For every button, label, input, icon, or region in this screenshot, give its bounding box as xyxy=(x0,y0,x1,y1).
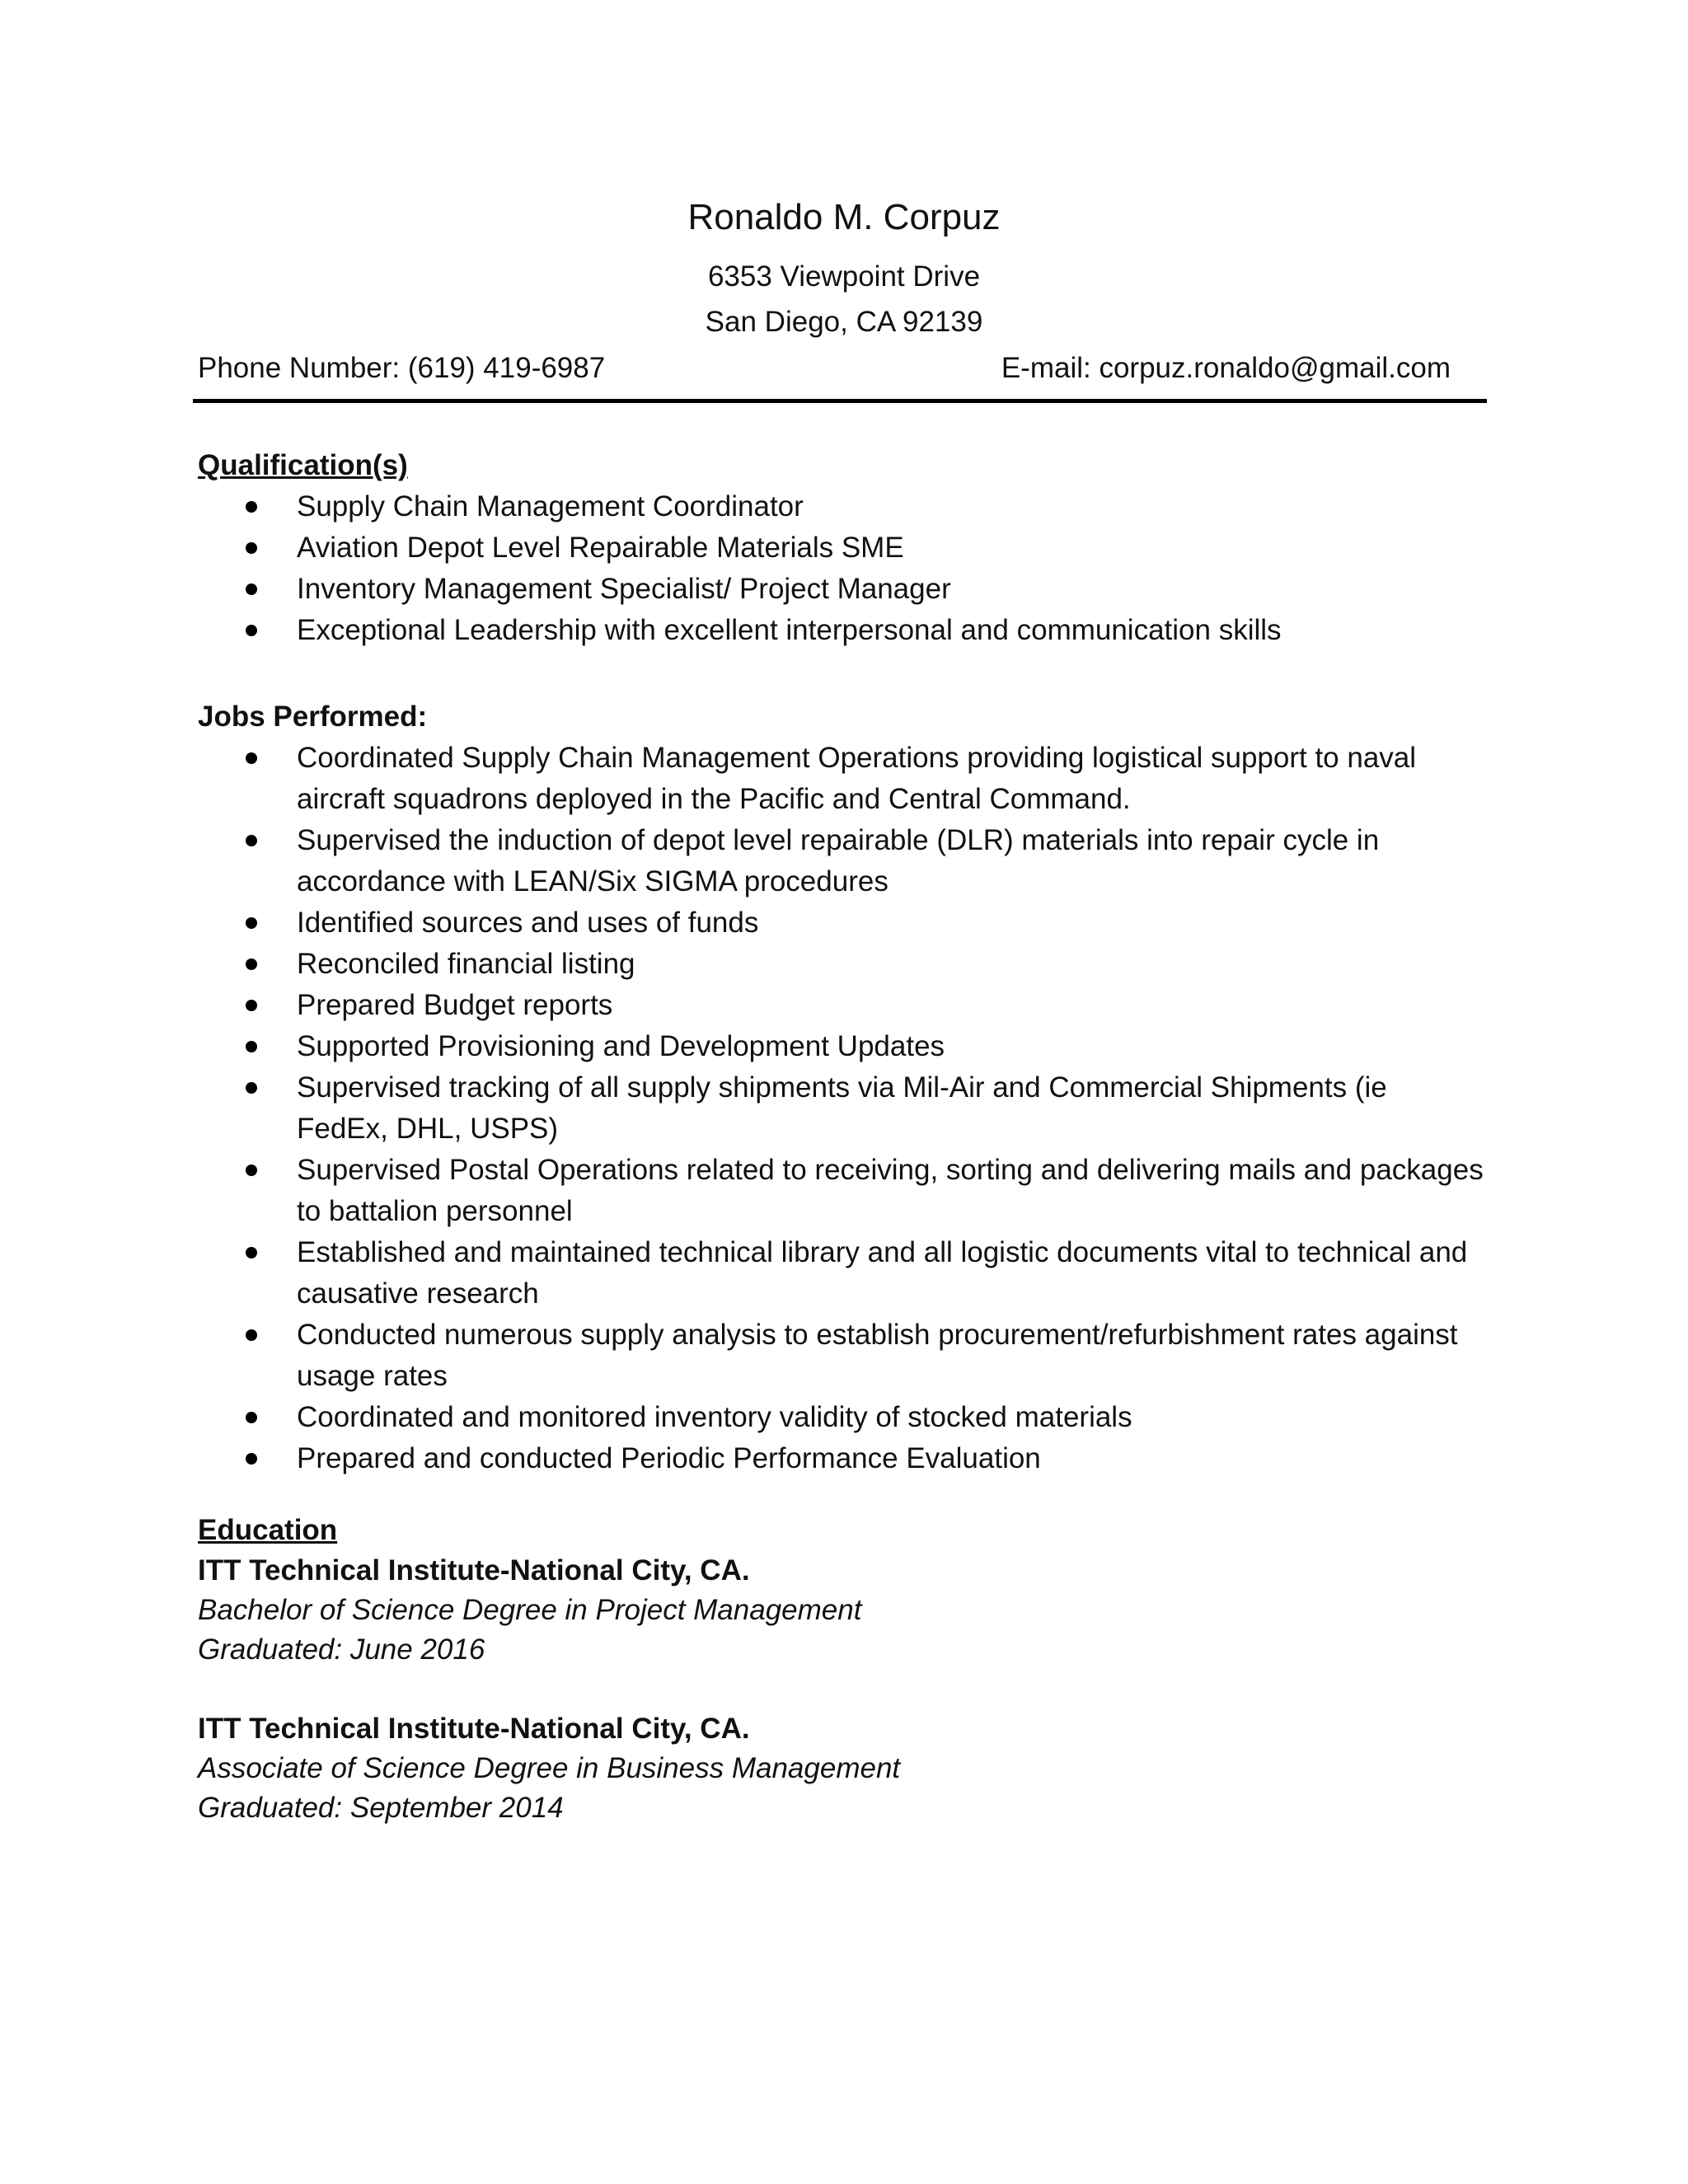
bullet-icon xyxy=(246,958,257,970)
phone-number: Phone Number: (619) 419-6987 xyxy=(198,352,606,384)
bullet-icon xyxy=(246,835,257,846)
contact-row xyxy=(198,351,1451,387)
education-heading: Education xyxy=(198,1514,338,1546)
list-item: Coordinated Supply Chain Management Operations providing logistical support to naval aircraft squadrons deployed in the Pacific and Central Command. xyxy=(198,738,1484,820)
list-item: Supervised the induction of depot level repairable (DLR) materials into repair cycle in accordance with LEAN/Six SIGMA procedures xyxy=(198,820,1484,902)
header-divider xyxy=(193,399,1487,403)
jobs-heading: Jobs Performed: xyxy=(198,701,428,733)
bullet-icon xyxy=(246,1453,257,1465)
list-item: Supported Provisioning and Development Updates xyxy=(198,1026,1484,1067)
qualifications-section xyxy=(198,445,1484,651)
education-entry xyxy=(198,1551,1484,1670)
school-name: ITT Technical Institute-National City, CA. xyxy=(198,1713,750,1745)
list-item: Exceptional Leadership with excellent interpersonal and communication skills xyxy=(198,610,1484,651)
list-item: Inventory Management Specialist/ Project Manager xyxy=(198,569,1484,610)
graduation-date: Graduated: June 2016 xyxy=(198,1633,485,1666)
spacer xyxy=(198,1670,1484,1709)
bullet-icon xyxy=(246,583,257,595)
bullet-icon xyxy=(246,625,257,636)
graduation-date: Graduated: September 2014 xyxy=(198,1792,564,1824)
education-section xyxy=(198,1510,1484,1828)
list-item: Aviation Depot Level Repairable Materials SME xyxy=(198,527,1484,569)
list-item: Established and maintained technical library and all logistic documents vital to technical and causative research xyxy=(198,1232,1484,1315)
bullet-icon xyxy=(246,501,257,513)
school-name: ITT Technical Institute-National City, CA. xyxy=(198,1554,750,1586)
jobs-section xyxy=(198,696,1484,1479)
bullet-icon xyxy=(246,542,257,554)
list-item: Supervised tracking of all supply shipments via Mil-Air and Commercial Shipments (ie FedEx, DHL, USPS) xyxy=(198,1067,1484,1150)
list-item: Supervised Postal Operations related to receiving, sorting and delivering mails and packages to battalion personnel xyxy=(198,1150,1484,1232)
bullet-icon xyxy=(246,1412,257,1423)
degree-name: Associate of Science Degree in Business Management xyxy=(198,1752,901,1784)
list-item: Coordinated and monitored inventory validity of stocked materials xyxy=(198,1397,1484,1438)
list-item: Reconciled financial listing xyxy=(198,944,1484,985)
address-line-1: 6353 Viewpoint Drive xyxy=(707,260,981,293)
list-item: Supply Chain Management Coordinator xyxy=(198,486,1484,527)
list-item: Prepared Budget reports xyxy=(198,985,1484,1026)
bullet-icon xyxy=(246,1165,257,1176)
bullet-icon xyxy=(246,1000,257,1011)
list-item: Identified sources and uses of funds xyxy=(198,902,1484,944)
list-item: Conducted numerous supply analysis to establish procurement/refurbishment rates against usage rates xyxy=(198,1315,1484,1397)
qualifications-heading: Qualification(s) xyxy=(198,449,408,481)
degree-name: Bachelor of Science Degree in Project Management xyxy=(198,1594,862,1626)
bullet-icon xyxy=(246,1247,257,1258)
bullet-icon xyxy=(246,1082,257,1094)
list-item: Prepared and conducted Periodic Performance Evaluation xyxy=(198,1438,1484,1479)
email-address: E-mail: corpuz.ronaldo@gmail.com xyxy=(1001,352,1451,384)
bullet-icon xyxy=(246,752,257,764)
address-line-2: San Diego, CA 92139 xyxy=(705,306,983,338)
qualifications-list xyxy=(198,486,1484,651)
bullet-icon xyxy=(246,1041,257,1052)
bullet-icon xyxy=(246,917,257,929)
education-entry xyxy=(198,1709,1484,1828)
resume-name: Ronaldo M. Corpuz xyxy=(687,197,1001,237)
jobs-list xyxy=(198,738,1484,1479)
bullet-icon xyxy=(246,1329,257,1341)
